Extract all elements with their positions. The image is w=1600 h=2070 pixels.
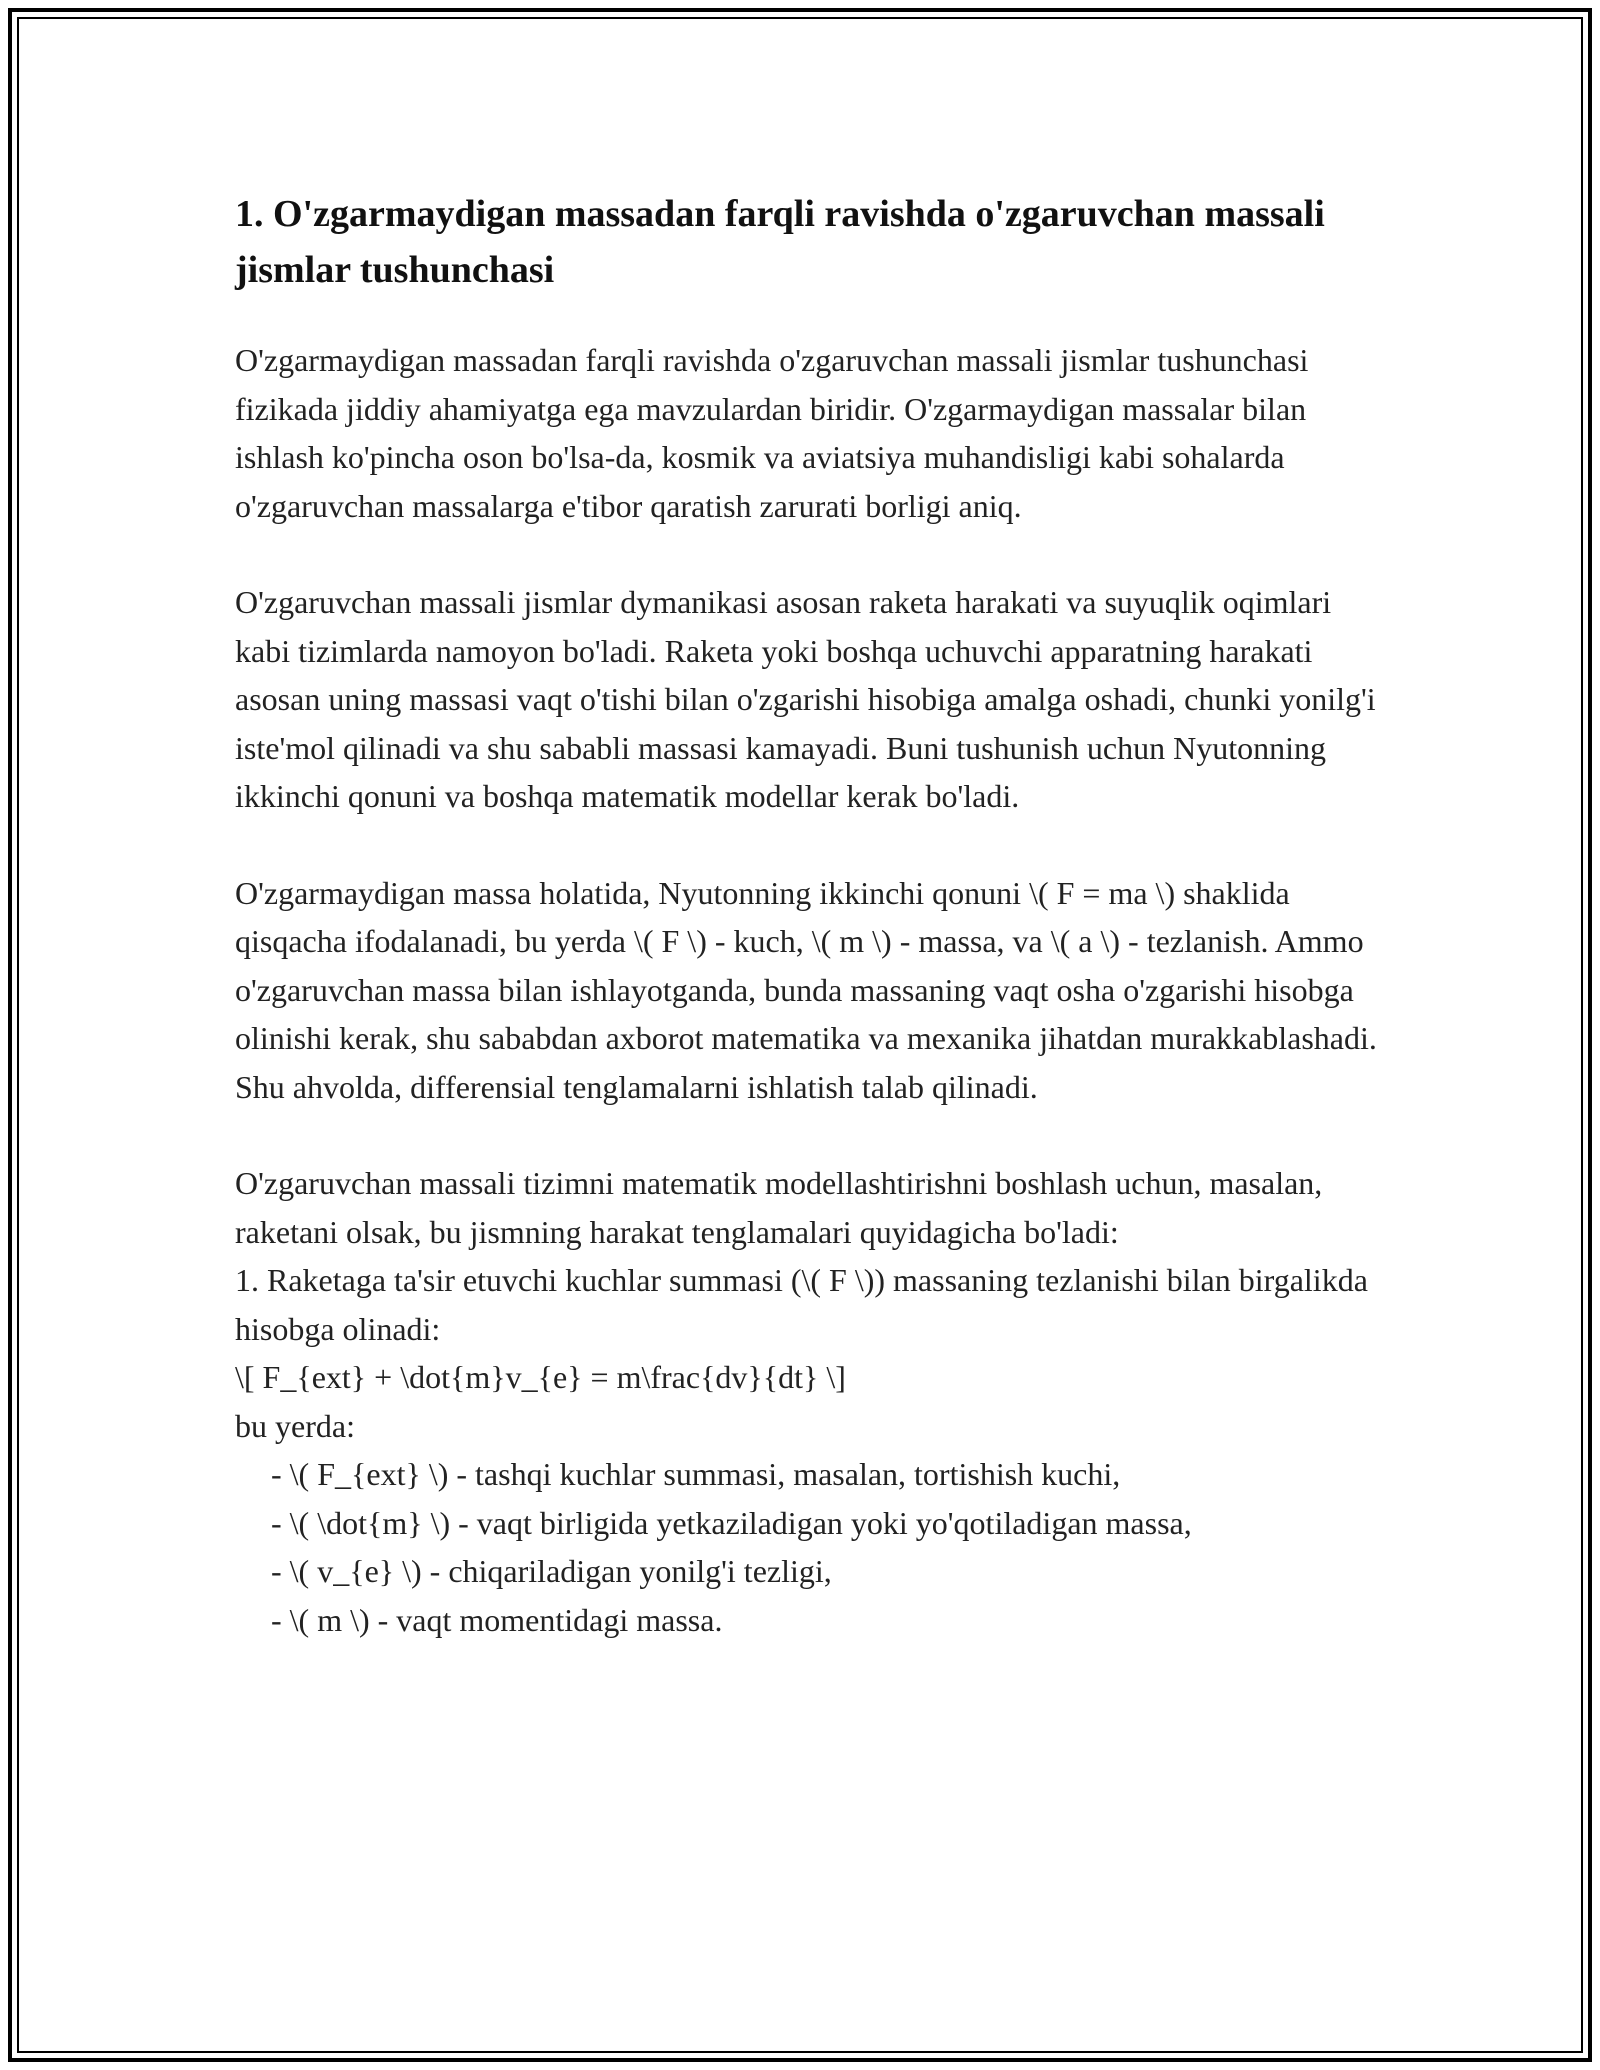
equations-intro: O'zgaruvchan massali tizimni matematik modellashtirishni boshlash uchun, masalan, raketani olsak, bu jismning harakat tenglamalari quyidagicha bo'ladi: — [235, 1165, 1323, 1250]
equation: \[ F_{ext} + \dot{m}v_{e} = m\frac{dv}{dt} \] — [235, 1359, 846, 1395]
paragraph-3: O'zgarmaydigan massa holatida, Nyutonning ikkinchi qonuni \( F = ma \) shaklida qisqacha ifodalanadi, bu yerda \( F \) - kuch, \( m \) - massa, va \( a \) - tezlanish. Ammo o'zgaruvchan massa bilan ishlayotganda, bunda massaning vaqt osha o'zgarishi hisobga olinishi kerak, shu sababdan axborot matematika va mexanika jihatdan murakkablashadi. Shu ahvolda, differensial tenglamalarni ishlatish talab qilinadi. — [235, 874, 1377, 1105]
definition-item: - \( \dot{m} \) - vaqt birligida yetkaziladigan yoki yo'qotiladigan massa, — [271, 1504, 1192, 1541]
list-item-1: 1. Raketaga ta'sir etuvchi kuchlar summasi (\( F \)) massaning tezlanishi bilan birgalikda hisobga olinadi: — [235, 1262, 1368, 1347]
paragraph-2: O'zgaruvchan massali jismlar dymanikasi asosan raketa harakati va suyuqlik oqimlari kabi tizimlarda namoyon bo'ladi. Raketa yoki boshqa uchuvchi apparatning harakati asosan uning massasi vaqt o'tishi bilan o'zgarishi hisobiga amalga oshadi, chunki yonilg'i iste'mol qilinadi va shu sababli massasi kamayadi. Buni tushunish uchun Nyutonning ikkinchi qonuni va boshqa matematik modellar kerak bo'ladi. — [235, 584, 1376, 814]
where-label: bu yerda: — [235, 1407, 355, 1444]
definition-item: - \( m \) - vaqt momentidagi massa. — [271, 1601, 723, 1638]
paragraph-4 — [235, 1159, 1385, 1644]
definition-item: - \( F_{ext} \) - tashqi kuchlar summasi, masalan, tortishish kuchi, — [271, 1456, 1121, 1492]
paragraph-1: O'zgarmaydigan massadan farqli ravishda o'zgaruvchan massali jismlar tushunchasi fizikada jiddiy ahamiyatga ega mavzulardan biridir. O'zgarmaydigan massalar bilan ishlash ko'pincha oson bo'lsa-da, kosmik va aviatsiya muhandisligi kabi sohalarda o'zgaruvchan massalarga e'tibor qaratish zarurati borligi aniq. — [235, 342, 1309, 524]
section-title: 1. O'zgarmaydigan massadan farqli ravishda o'zgaruvchan massali jismlar tushunchasi — [235, 193, 1325, 291]
definition-item: - \( v_{e} \) - chiqariladigan yonilg'i tezligi, — [271, 1553, 832, 1589]
document-body — [235, 186, 1385, 1692]
